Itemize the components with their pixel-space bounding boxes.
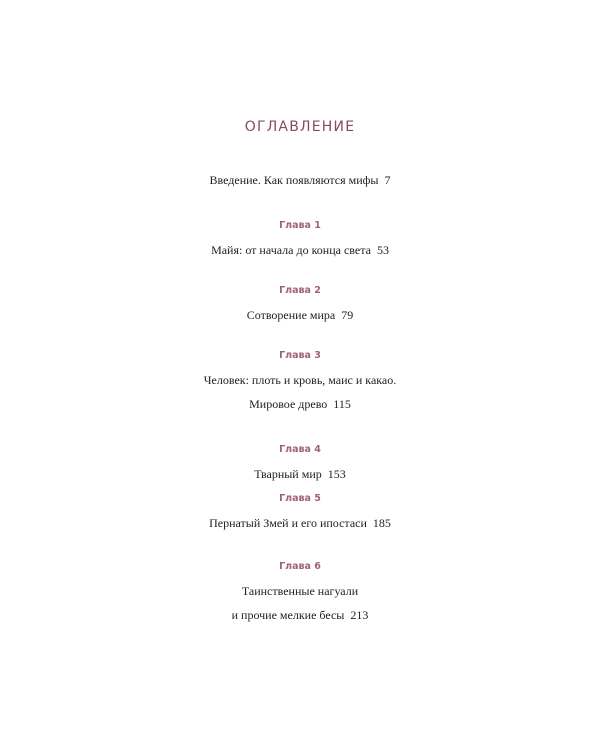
toc-chapter-6: [0, 561, 600, 631]
toc-heading: ОГЛАВЛЕНИЕ: [244, 119, 356, 135]
chapter-title-line: [0, 242, 600, 258]
chapter-title: Пернатый Змей и его ипостаси: [209, 516, 367, 530]
chapter-title: Мировое древо: [249, 397, 328, 411]
chapter-title-line: [0, 607, 600, 623]
toc-page-number: 185: [372, 516, 391, 530]
chapter-title-line: [0, 466, 600, 482]
chapter-label: Глава 3: [279, 350, 321, 361]
chapter-title-line: [0, 515, 600, 531]
chapter-title-line: [0, 307, 600, 323]
chapter-title-line: [0, 396, 600, 412]
chapter-title: Майя: от начала до конца света: [211, 243, 371, 257]
chapter-title-line: [0, 583, 600, 599]
chapter-title: Таинственные нагуали: [241, 584, 359, 598]
chapter-title: и прочие мелкие бесы: [231, 608, 345, 622]
toc-chapter-5: [0, 493, 600, 539]
toc-page-number: 153: [327, 467, 346, 481]
chapter-title: Сотворение мира: [246, 308, 336, 322]
toc-chapter-4: [0, 444, 600, 490]
chapter-label: Глава 5: [279, 493, 321, 504]
toc-chapter-3: [0, 350, 600, 420]
toc-page-number: 115: [333, 397, 351, 411]
toc-page-number: 213: [350, 608, 369, 622]
chapter-title-line: [0, 372, 600, 388]
chapter-title: Тварный мир: [254, 467, 322, 481]
toc-entry-intro: [0, 172, 600, 188]
toc-page-number: 53: [376, 243, 389, 257]
toc-page-number: 7: [384, 173, 391, 187]
chapter-label: Глава 4: [279, 444, 321, 455]
chapter-label: Глава 6: [279, 561, 321, 572]
toc-chapter-2: [0, 285, 600, 331]
chapter-label: Глава 2: [279, 285, 321, 296]
toc-page-number: 79: [341, 308, 354, 322]
toc-chapter-1: [0, 220, 600, 266]
chapter-title: Человек: плоть и кровь, маис и какао.: [203, 373, 397, 387]
toc-entry-title: Введение. Как появляются мифы: [209, 173, 379, 187]
chapter-label: Глава 1: [279, 220, 321, 231]
